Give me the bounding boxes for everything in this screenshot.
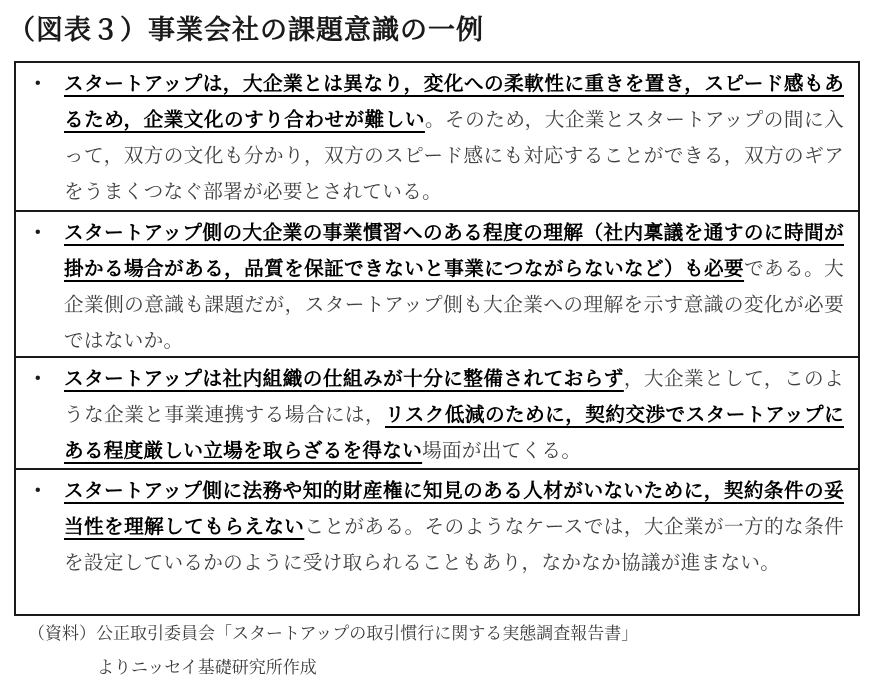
issue-emphasis: スタートアップ側に法務や知的財産権に知見のある人材がいないために，契約条件の妥当性を理解してもらえない [64, 479, 844, 538]
issue-emphasis: リスク低減のために，契約交渉でスタートアップにある程度厳しい立場を取らざるを得ない [64, 403, 844, 462]
bullet-marker: ・ [28, 479, 48, 502]
issue-item-2 [16, 210, 858, 356]
issue-item-text [64, 66, 844, 210]
issue-body: である。大企業側の意識も課題だが，スタートアップ側も大企業への理解を示す意識の変化が必要ではないか。 [64, 257, 845, 352]
figure-title: （図表３）事業会社の課題意識の一例 [8, 15, 484, 46]
bullet-marker: ・ [28, 367, 48, 390]
issue-body: 。そのため，大企業とスタートアップの間に入って，双方の文化も分かり，双方のスピード感にも対応することができる，双方のギアをうまくつなぐ部署が必要とされている。 [64, 108, 844, 203]
issues-box [14, 61, 860, 616]
issue-item-text [64, 361, 844, 469]
issue-item-4 [16, 468, 858, 614]
issue-body: ，大企業として，このような企業と事業連携する場合には， [64, 367, 844, 426]
issue-item-1 [16, 63, 858, 210]
bullet-marker: ・ [28, 221, 48, 244]
issue-emphasis: スタートアップ側の大企業の事業慣習へのある程度の理解（社内稟議を通すのに時間が掛かる場合がある，品質を保証できないと事業につながらないなど）も必要 [64, 221, 844, 280]
issue-item-3 [16, 356, 858, 468]
issue-body: ことがある。そのようなケースでは，大企業が一方的な条件を設定しているかのように受け取られることもあり，なかなか協議が進まない。 [64, 515, 844, 574]
issue-body: 場面が出てくる。 [422, 439, 582, 462]
issue-emphasis: スタートアップは，大企業とは異なり，変化への柔軟性に重きを置き，スピード感もあるため，企業文化のすり合わせが難しい [64, 72, 844, 131]
source-note-continued: よりニッセイ基礎研究所作成 [97, 658, 317, 678]
issue-emphasis: スタートアップは社内組織の仕組みが十分に整備されておらず [64, 367, 624, 390]
source-note: （資料）公正取引委員会「スタートアップの取引慣行に関する実態調査報告書」 [28, 624, 639, 644]
issue-item-text [64, 473, 844, 581]
issue-item-text [64, 215, 844, 359]
bullet-marker: ・ [28, 72, 48, 95]
